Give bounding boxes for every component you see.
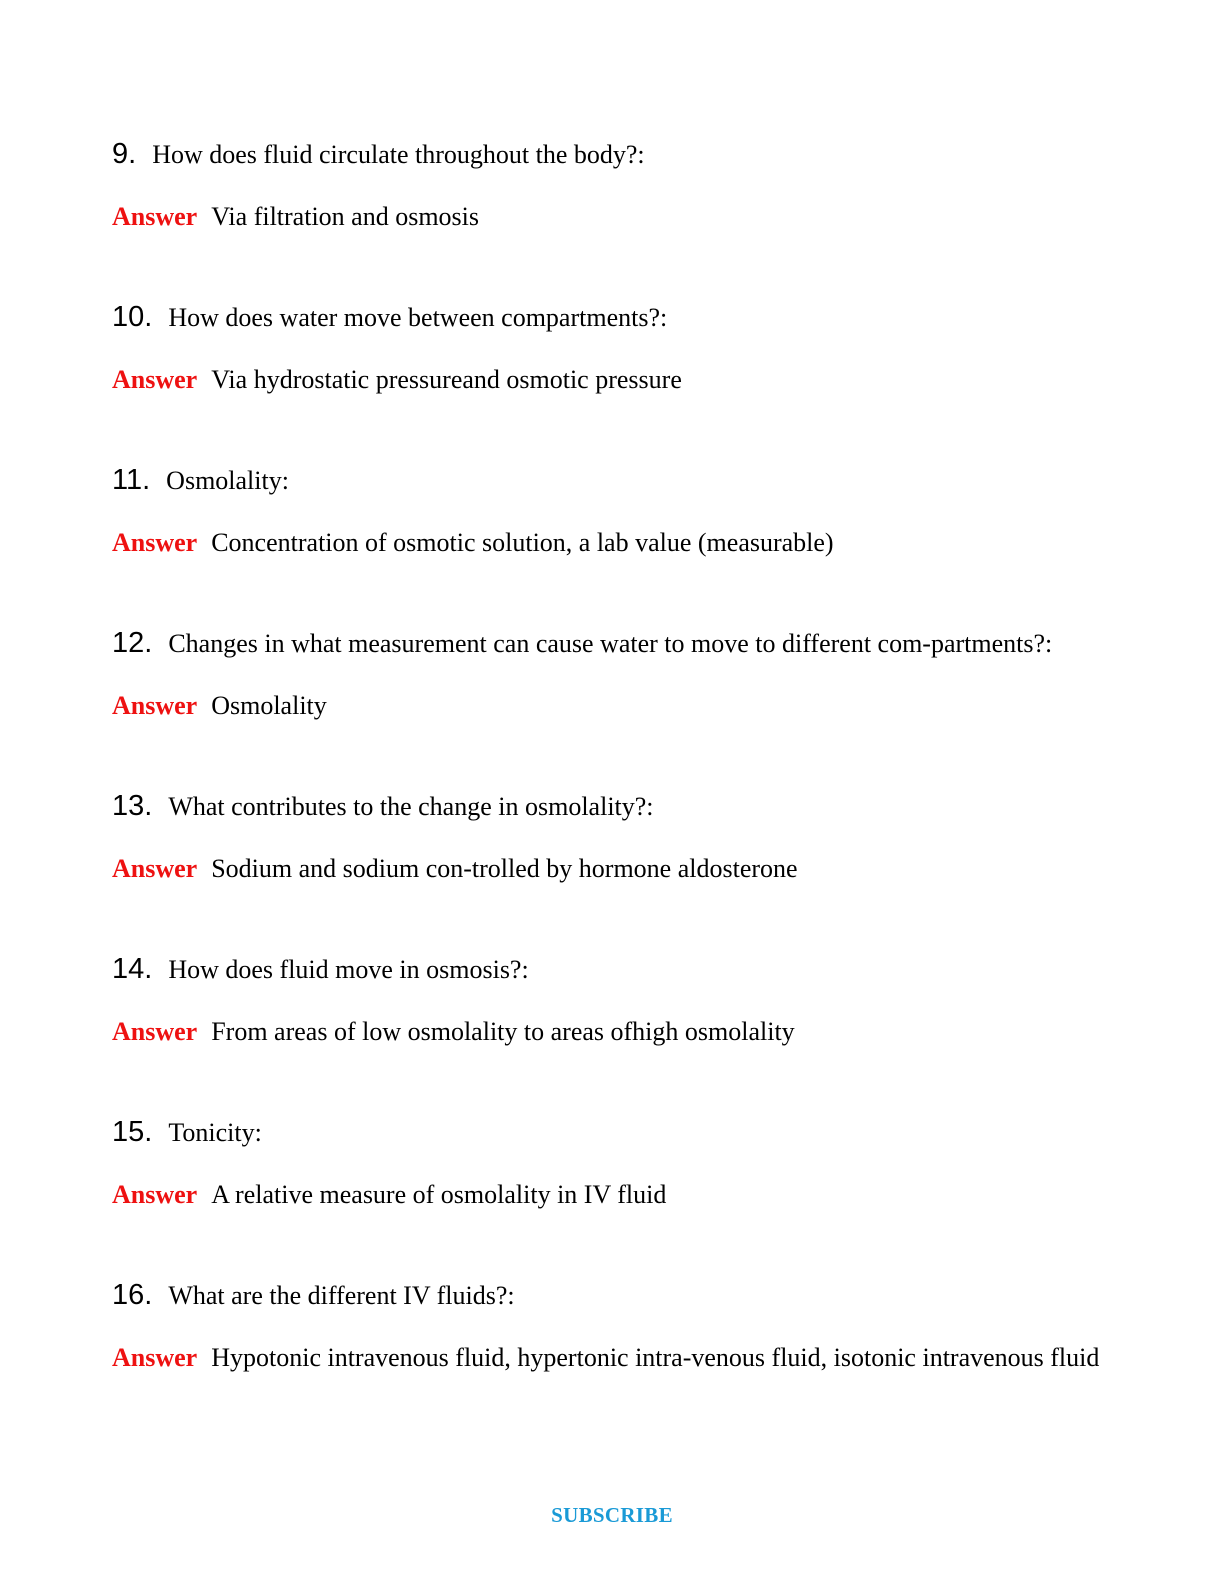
question-text: Changes in what measurement can cause water to move to different com-partments?: bbox=[168, 629, 1053, 658]
question-line bbox=[112, 790, 1112, 822]
question-line bbox=[112, 1116, 1112, 1148]
qa-item-15 bbox=[112, 1116, 1112, 1210]
qa-item-11 bbox=[112, 464, 1112, 558]
subscribe-link[interactable]: SUBSCRIBE bbox=[551, 1503, 673, 1527]
answer-line bbox=[112, 1016, 1102, 1047]
answer-label: Answer bbox=[112, 1017, 198, 1046]
question-number: 14. bbox=[112, 953, 153, 985]
answer-line bbox=[112, 527, 1102, 558]
answer-label: Answer bbox=[112, 691, 198, 720]
answer-text: Osmolality bbox=[211, 691, 327, 720]
qa-item-16 bbox=[112, 1279, 1112, 1373]
answer-label: Answer bbox=[112, 1180, 198, 1209]
answer-line bbox=[112, 1179, 1102, 1210]
question-line bbox=[112, 464, 1112, 496]
question-number: 15. bbox=[112, 1116, 153, 1148]
answer-label: Answer bbox=[112, 1343, 198, 1372]
question-text: How does fluid move in osmosis?: bbox=[168, 955, 529, 984]
qa-item-14 bbox=[112, 953, 1112, 1047]
question-number: 10. bbox=[112, 301, 153, 333]
question-number: 12. bbox=[112, 627, 153, 659]
question-number: 9. bbox=[112, 138, 137, 170]
question-number: 11. bbox=[112, 464, 151, 496]
answer-line bbox=[112, 201, 1102, 232]
answer-text: Via hydrostatic pressureand osmotic pressure bbox=[211, 365, 682, 394]
answer-line bbox=[112, 1342, 1102, 1373]
question-number: 13. bbox=[112, 790, 153, 822]
answer-text: Sodium and sodium con-trolled by hormone aldosterone bbox=[211, 854, 798, 883]
question-text: How does water move between compartments?: bbox=[168, 303, 668, 332]
answer-text: Concentration of osmotic solution, a lab value (measurable) bbox=[211, 528, 834, 557]
question-text: What are the different IV fluids?: bbox=[168, 1281, 515, 1310]
question-line bbox=[112, 953, 1112, 985]
answer-label: Answer bbox=[112, 528, 198, 557]
answer-line bbox=[112, 853, 1102, 884]
question-line bbox=[112, 627, 1112, 659]
qa-item-9 bbox=[112, 138, 1112, 232]
qa-item-10 bbox=[112, 301, 1112, 395]
answer-text: Via filtration and osmosis bbox=[211, 202, 480, 231]
answer-text: Hypotonic intravenous fluid, hypertonic intra-venous fluid, isotonic intravenous fluid bbox=[211, 1343, 1100, 1372]
question-text: Osmolality: bbox=[166, 466, 289, 495]
qa-item-13 bbox=[112, 790, 1112, 884]
answer-label: Answer bbox=[112, 854, 198, 883]
question-number: 16. bbox=[112, 1279, 153, 1311]
question-text: What contributes to the change in osmolality?: bbox=[168, 792, 654, 821]
answer-label: Answer bbox=[112, 365, 198, 394]
answer-label: Answer bbox=[112, 202, 198, 231]
answer-text: A relative measure of osmolality in IV fluid bbox=[211, 1180, 667, 1209]
question-line bbox=[112, 138, 1112, 170]
answer-text: From areas of low osmolality to areas ofhigh osmolality bbox=[211, 1017, 795, 1046]
qa-item-12 bbox=[112, 627, 1112, 721]
answer-line bbox=[112, 364, 1102, 395]
question-line bbox=[112, 1279, 1112, 1311]
answer-line bbox=[112, 690, 1102, 721]
question-text: How does fluid circulate throughout the body?: bbox=[152, 140, 645, 169]
question-line bbox=[112, 301, 1112, 333]
question-text: Tonicity: bbox=[168, 1118, 262, 1147]
